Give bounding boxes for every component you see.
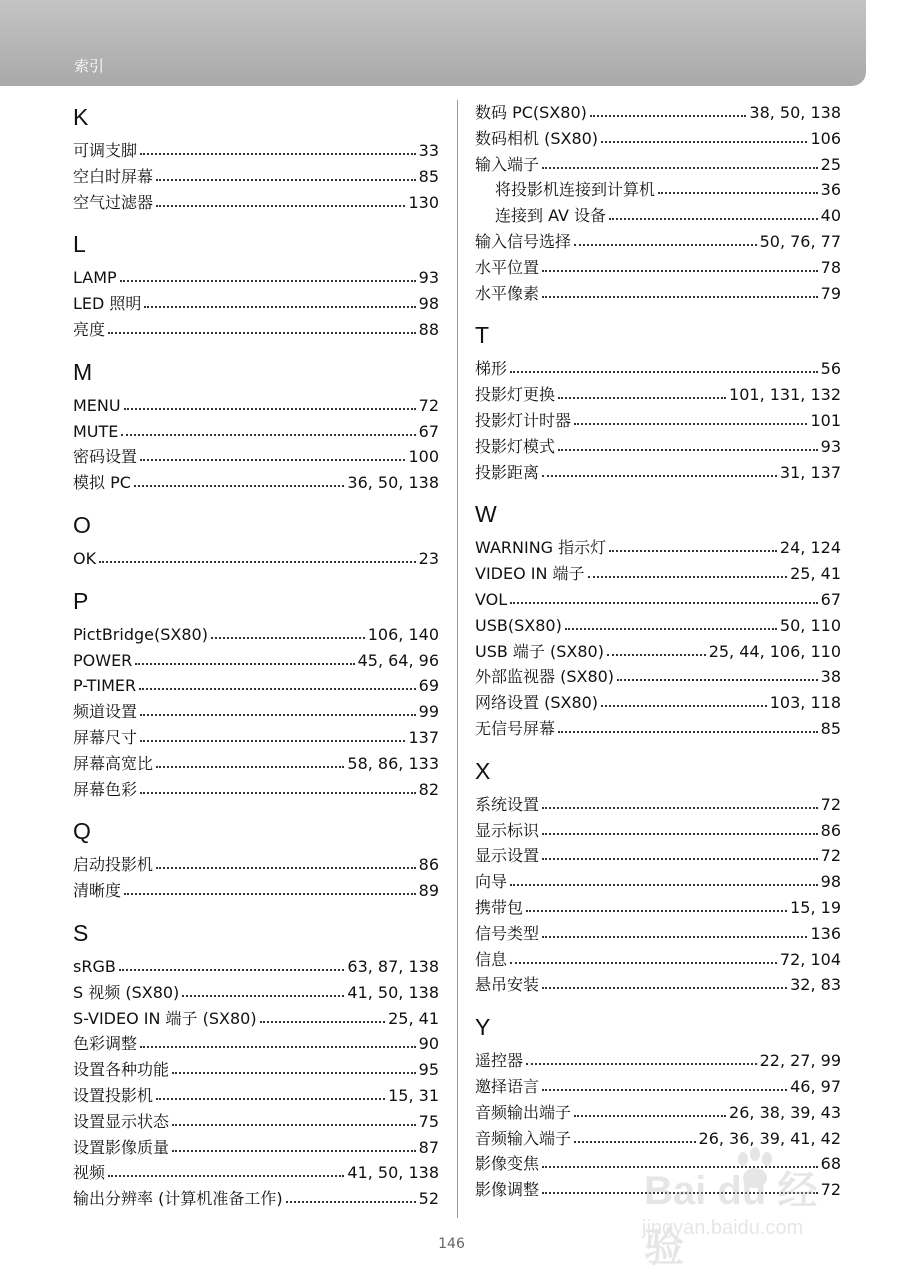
- dot-leader: [607, 650, 706, 656]
- entry-pages: 72: [418, 395, 439, 415]
- entry-pages: 68: [820, 1154, 841, 1174]
- entry-term: 信号类型: [475, 923, 540, 943]
- index-entry: [475, 843, 841, 869]
- index-section: [73, 104, 439, 215]
- entry-term: 网络设置 (SX80): [475, 693, 599, 713]
- entry-term: 设置各种功能: [73, 1060, 170, 1080]
- entry-term: 邀择语言: [475, 1076, 540, 1096]
- index-entry: [475, 1074, 841, 1100]
- dot-leader: [156, 175, 416, 181]
- entry-pages: 72: [820, 1180, 841, 1200]
- index-entry: [73, 954, 439, 980]
- dot-leader: [609, 546, 777, 552]
- dot-leader: [542, 932, 807, 938]
- index-entry: [73, 138, 439, 164]
- entry-pages: 72: [820, 794, 841, 814]
- dot-leader: [542, 471, 777, 477]
- entry-term: 连接到 AV 设备: [495, 206, 607, 226]
- dot-leader: [542, 829, 818, 835]
- entry-term: S-VIDEO IN 端子 (SX80): [73, 1008, 257, 1028]
- entry-term: VIDEO IN 端子: [475, 564, 585, 584]
- entry-term: 将投影机连接到计算机: [495, 180, 656, 200]
- index-column-right: [475, 100, 841, 1203]
- entry-pages: 100: [408, 447, 439, 467]
- index-entry: [73, 725, 439, 751]
- dot-leader: [156, 1094, 385, 1100]
- index-entry: [475, 972, 841, 998]
- entry-term: MENU: [73, 395, 121, 415]
- index-entry: [475, 1100, 841, 1126]
- entry-term: 空白时屏幕: [73, 166, 154, 186]
- index-entry: [475, 152, 841, 178]
- dot-leader: [134, 481, 344, 487]
- entry-pages: 101: [810, 410, 841, 430]
- dot-leader: [542, 854, 818, 860]
- dot-leader: [140, 455, 405, 461]
- dot-leader: [542, 292, 818, 298]
- index-entry: [475, 921, 841, 947]
- entry-pages: 93: [820, 436, 841, 456]
- entry-term: 启动投影机: [73, 855, 154, 875]
- dot-leader: [140, 788, 416, 794]
- entry-pages: 25, 44, 106, 110: [708, 641, 841, 661]
- index-section: [475, 1014, 841, 1203]
- index-entry: [73, 1109, 439, 1135]
- entry-term: 亮度: [73, 319, 106, 339]
- entry-pages: 85: [418, 166, 439, 186]
- index-entry: [475, 947, 841, 973]
- entry-term: 音频输入端子: [475, 1128, 572, 1148]
- entry-pages: 15, 19: [790, 897, 841, 917]
- index-entry: [475, 1126, 841, 1152]
- entry-term: 模拟 PC: [73, 473, 131, 493]
- section-letter: S: [73, 919, 89, 946]
- dot-leader: [542, 163, 818, 169]
- dot-leader: [286, 1197, 416, 1203]
- entry-pages: 50, 110: [779, 615, 841, 635]
- entry-term: 色彩调整: [73, 1034, 138, 1054]
- index-entry: [73, 393, 439, 419]
- entry-pages: 33: [418, 141, 439, 160]
- entry-pages: 103, 118: [769, 693, 841, 713]
- entry-term: 密码设置: [73, 447, 138, 467]
- dot-leader: [510, 598, 817, 604]
- entry-pages: 90: [418, 1034, 439, 1054]
- dot-leader: [574, 240, 757, 246]
- index-entry: [475, 818, 841, 844]
- index-entry: [73, 291, 439, 317]
- dot-leader: [172, 1146, 416, 1152]
- dot-leader: [558, 445, 818, 451]
- entry-pages: 136: [810, 923, 841, 943]
- entry-term: 输入信号选择: [475, 231, 572, 251]
- index-column-left: [73, 100, 439, 1212]
- entry-pages: 26, 38, 39, 43: [729, 1102, 841, 1122]
- entry-pages: 58, 86, 133: [347, 753, 439, 773]
- index-entry: [475, 177, 841, 203]
- dot-leader: [140, 149, 416, 155]
- entry-term: 屏幕高宽比: [73, 753, 154, 773]
- dot-leader: [542, 1188, 818, 1194]
- index-entry: [475, 126, 841, 152]
- entry-term: 梯形: [475, 359, 508, 379]
- entry-term: MUTE: [73, 421, 119, 441]
- dot-leader: [99, 557, 416, 563]
- entry-pages: 72: [820, 846, 841, 866]
- entry-term: 数码 PC(SX80): [475, 103, 587, 122]
- section-letter: L: [73, 231, 86, 258]
- entry-pages: 52: [418, 1189, 439, 1209]
- entry-pages: 69: [418, 676, 439, 696]
- index-entry: [475, 535, 841, 561]
- index-entry: [475, 1151, 841, 1177]
- entry-pages: 24, 124: [779, 538, 841, 558]
- index-entry: [73, 751, 439, 777]
- entry-term: P-TIMER: [73, 676, 137, 696]
- section-letter: X: [475, 757, 491, 784]
- entry-term: LED 照明: [73, 294, 142, 314]
- index-entry: [73, 317, 439, 343]
- index-section: [73, 512, 439, 572]
- entry-term: sRGB: [73, 956, 116, 976]
- entry-term: 清晰度: [73, 881, 122, 901]
- dot-leader: [156, 863, 416, 869]
- entry-term: LAMP: [73, 268, 117, 288]
- dot-leader: [558, 727, 818, 733]
- index-section: [73, 818, 439, 904]
- dot-leader: [140, 710, 416, 716]
- dot-leader: [108, 1171, 344, 1177]
- index-entry: [73, 852, 439, 878]
- entry-term: 视频: [73, 1163, 106, 1183]
- entry-term: 悬吊安装: [475, 975, 540, 995]
- entry-term: 设置影像质量: [73, 1137, 170, 1157]
- section-letter: T: [475, 322, 490, 349]
- index-entry: [475, 1048, 841, 1074]
- entry-pages: 25, 41: [790, 564, 841, 584]
- page-header: [0, 0, 866, 86]
- index-entry: [73, 1083, 439, 1109]
- watermark-url: jingyan.baidu.com: [642, 1217, 804, 1239]
- index-entry: [73, 1006, 439, 1032]
- index-entry: [475, 460, 841, 486]
- entry-pages: 86: [418, 855, 439, 875]
- entry-pages: 98: [418, 294, 439, 314]
- entry-pages: 36, 50, 138: [347, 473, 439, 493]
- entry-pages: 67: [418, 421, 439, 441]
- index-entry: [73, 622, 439, 648]
- index-entry: [475, 690, 841, 716]
- index-entry: [73, 1057, 439, 1083]
- entry-pages: 89: [418, 881, 439, 901]
- dot-leader: [588, 572, 788, 578]
- dot-leader: [144, 302, 415, 308]
- index-entry: [475, 716, 841, 742]
- index-entry: [475, 408, 841, 434]
- entry-pages: 36: [820, 180, 841, 200]
- page-number: 146: [438, 1236, 465, 1252]
- entry-term: 输入端子: [475, 154, 540, 174]
- index-entry: [73, 673, 439, 699]
- index-entry: [475, 792, 841, 818]
- dot-leader: [108, 328, 416, 334]
- section-letter: O: [73, 511, 91, 538]
- section-letter: P: [73, 587, 89, 614]
- entry-term: POWER: [73, 650, 133, 670]
- section-letter: K: [73, 104, 89, 130]
- entry-term: WARNING 指示灯: [475, 538, 607, 558]
- entry-term: 屏幕色彩: [73, 779, 138, 799]
- dot-leader: [601, 701, 767, 707]
- section-letter: Y: [475, 1014, 491, 1041]
- entry-pages: 56: [820, 359, 841, 379]
- entry-pages: 50, 76, 77: [759, 231, 841, 251]
- entry-term: 水平位置: [475, 257, 540, 277]
- entry-pages: 99: [418, 702, 439, 722]
- index-entry: [73, 419, 439, 445]
- section-letter: M: [73, 358, 93, 385]
- dot-leader: [601, 137, 807, 143]
- dot-leader: [617, 675, 818, 681]
- entry-pages: 41, 50, 138: [347, 982, 439, 1002]
- dot-leader: [140, 736, 405, 742]
- index-section: [73, 359, 439, 496]
- dot-leader: [574, 419, 807, 425]
- entry-term: 遥控器: [475, 1051, 524, 1071]
- dot-leader: [590, 111, 747, 117]
- dot-leader: [542, 1162, 818, 1168]
- index-section: [475, 100, 841, 306]
- entry-term: 显示设置: [475, 846, 540, 866]
- entry-pages: 41, 50, 138: [347, 1163, 439, 1183]
- index-entry: [73, 1186, 439, 1212]
- section-letter: W: [475, 501, 497, 528]
- entry-pages: 95: [418, 1060, 439, 1080]
- index-entry: [475, 229, 841, 255]
- entry-pages: 40: [820, 206, 841, 226]
- index-entry: [475, 100, 841, 126]
- dot-leader: [156, 762, 344, 768]
- entry-pages: 137: [408, 727, 439, 747]
- dot-leader: [510, 880, 818, 886]
- index-section: [73, 588, 439, 803]
- index-section: [475, 758, 841, 998]
- index-entry: [73, 546, 439, 572]
- entry-term: 外部监视器 (SX80): [475, 667, 615, 687]
- entry-term: 信息: [475, 949, 508, 969]
- index-entry: [73, 777, 439, 803]
- dot-leader: [120, 276, 416, 282]
- watermark-brand: Bai du 经验: [644, 1169, 818, 1270]
- header-title: 索引: [74, 57, 105, 75]
- entry-pages: 86: [820, 820, 841, 840]
- entry-pages: 88: [418, 319, 439, 339]
- entry-term: 数码相机 (SX80): [475, 128, 599, 148]
- entry-pages: 79: [820, 283, 841, 303]
- dot-leader: [542, 266, 818, 272]
- entry-pages: 25, 41: [388, 1008, 439, 1028]
- entry-pages: 93: [418, 268, 439, 288]
- dot-leader: [140, 1042, 416, 1048]
- dot-leader: [135, 659, 354, 665]
- entry-term: 水平像素: [475, 283, 540, 303]
- index-entry: [73, 190, 439, 216]
- index-entry: [73, 444, 439, 470]
- index-entry: [475, 203, 841, 229]
- index-entry: [475, 281, 841, 307]
- entry-pages: 31, 137: [779, 462, 841, 482]
- dot-leader: [565, 624, 777, 630]
- entry-pages: 46, 97: [790, 1076, 841, 1096]
- entry-pages: 85: [820, 718, 841, 738]
- index-entry: [73, 648, 439, 674]
- index-entry: [475, 561, 841, 587]
- dot-leader: [172, 1120, 416, 1126]
- entry-pages: 101, 131, 132: [729, 385, 841, 405]
- index-entry: [73, 980, 439, 1006]
- index-entry: [475, 356, 841, 382]
- entry-term: 设置投影机: [73, 1085, 154, 1105]
- entry-pages: 38: [820, 667, 841, 687]
- entry-term: 设置显示状态: [73, 1111, 170, 1131]
- index-entry: [73, 1160, 439, 1186]
- index-entry: [73, 699, 439, 725]
- entry-pages: 82: [418, 779, 439, 799]
- entry-term: USB(SX80): [475, 615, 562, 635]
- entry-term: 无信号屏幕: [475, 718, 556, 738]
- index-section: [475, 501, 841, 741]
- dot-leader: [121, 430, 415, 436]
- entry-term: 影像变焦: [475, 1154, 540, 1174]
- dot-leader: [542, 983, 787, 989]
- dot-leader: [658, 188, 818, 194]
- index-section: [73, 231, 439, 342]
- index-section: [475, 322, 841, 485]
- entry-term: 屏幕尺寸: [73, 727, 138, 747]
- index-entry: [475, 639, 841, 665]
- entry-pages: 130: [408, 192, 439, 212]
- dot-leader: [156, 201, 405, 207]
- index-entry: [475, 664, 841, 690]
- entry-term: 空气过滤器: [73, 192, 154, 212]
- dot-leader: [542, 1085, 787, 1091]
- entry-term: 投影灯计时器: [475, 410, 572, 430]
- dot-leader: [510, 367, 818, 373]
- dot-leader: [542, 803, 818, 809]
- entry-pages: 25: [820, 154, 841, 174]
- dot-leader: [139, 684, 416, 690]
- entry-pages: 45, 64, 96: [357, 650, 439, 670]
- index-entry: [475, 613, 841, 639]
- index-entry: [73, 878, 439, 904]
- index-entry: [73, 265, 439, 291]
- entry-term: 可调支脚: [73, 141, 138, 160]
- entry-pages: 32, 83: [790, 975, 841, 995]
- dot-leader: [609, 214, 818, 220]
- entry-pages: 22, 27, 99: [759, 1051, 841, 1071]
- entry-pages: 26, 36, 39, 41, 42: [698, 1128, 841, 1148]
- dot-leader: [124, 404, 416, 410]
- entry-term: PictBridge(SX80): [73, 624, 208, 644]
- index-entry: [475, 434, 841, 460]
- entry-pages: 78: [820, 257, 841, 277]
- entry-term: 输出分辨率 (计算机准备工作): [73, 1189, 283, 1209]
- index-entry: [475, 895, 841, 921]
- entry-term: 投影灯模式: [475, 436, 556, 456]
- dot-leader: [526, 1059, 757, 1065]
- dot-leader: [211, 633, 365, 639]
- entry-term: 影像调整: [475, 1180, 540, 1200]
- dot-leader: [124, 889, 416, 895]
- index-entry: [475, 1177, 841, 1203]
- entry-pages: 63, 87, 138: [347, 956, 439, 976]
- dot-leader: [526, 906, 787, 912]
- dot-leader: [119, 965, 345, 971]
- entry-pages: 75: [418, 1111, 439, 1131]
- dot-leader: [558, 393, 726, 399]
- entry-pages: 38, 50, 138: [749, 103, 841, 122]
- index-entry: [475, 255, 841, 281]
- entry-pages: 106: [810, 128, 841, 148]
- entry-pages: 72, 104: [779, 949, 841, 969]
- column-divider: [457, 100, 458, 1218]
- index-entry: [73, 164, 439, 190]
- index-entry: [475, 382, 841, 408]
- dot-leader: [510, 958, 777, 964]
- entry-term: 音频输出端子: [475, 1102, 572, 1122]
- entry-term: 系统设置: [475, 794, 540, 814]
- index-entry: [73, 470, 439, 496]
- entry-pages: 106, 140: [367, 624, 439, 644]
- entry-pages: 15, 31: [388, 1085, 439, 1105]
- index-section: [73, 920, 439, 1212]
- dot-leader: [574, 1137, 696, 1143]
- dot-leader: [260, 1017, 386, 1023]
- entry-pages: 98: [820, 872, 841, 892]
- index-entry: [73, 1135, 439, 1161]
- entry-pages: 67: [820, 589, 841, 609]
- section-letter: Q: [73, 818, 91, 845]
- entry-term: 向导: [475, 872, 508, 892]
- index-entry: [475, 869, 841, 895]
- entry-term: VOL: [475, 589, 508, 609]
- entry-term: 携带包: [475, 897, 524, 917]
- index-entry: [73, 1031, 439, 1057]
- entry-term: 显示标识: [475, 820, 540, 840]
- entry-term: S 视频 (SX80): [73, 982, 180, 1002]
- entry-term: 频道设置: [73, 702, 138, 722]
- entry-term: USB 端子 (SX80): [475, 641, 604, 661]
- index-entry: [475, 587, 841, 613]
- dot-leader: [574, 1111, 726, 1117]
- dot-leader: [172, 1068, 416, 1074]
- entry-pages: 87: [418, 1137, 439, 1157]
- dot-leader: [182, 991, 344, 997]
- entry-term: 投影距离: [475, 462, 540, 482]
- entry-term: 投影灯更换: [475, 385, 556, 405]
- entry-term: OK: [73, 548, 97, 568]
- entry-pages: 23: [418, 548, 439, 568]
